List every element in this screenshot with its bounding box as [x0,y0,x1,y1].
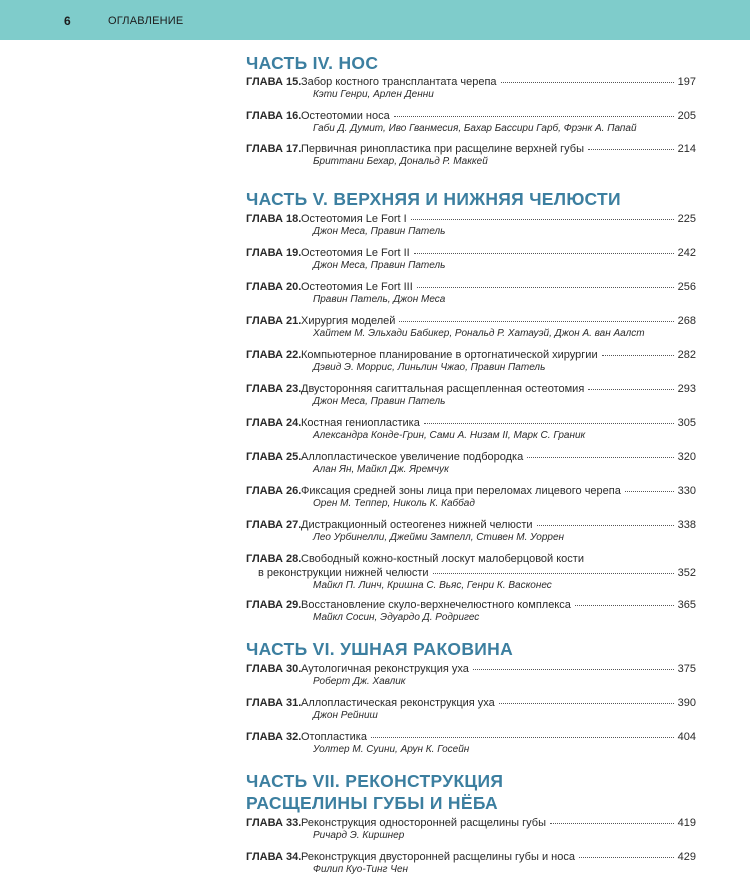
chapter-number: ГЛАВА 28. [246,553,302,565]
chapter-entry[interactable] [246,850,696,876]
chapter-entry[interactable] [246,696,696,722]
page-number[interactable]: 268 [677,315,696,327]
part-title: ЧАСТЬ IV. НОС [246,53,379,73]
chapter-entry[interactable] [246,730,696,756]
page-number[interactable]: 256 [677,281,696,293]
chapter-number: ГЛАВА 30. [246,663,302,675]
chapter-authors: Майкл Сосин, Эдуардо Д. Родригес [313,612,480,623]
chapter-number: ГЛАВА 20. [246,281,302,293]
chapter-entry[interactable] [246,280,696,306]
dot-leader [499,702,674,704]
chapter-number: ГЛАВА 16. [246,110,302,122]
chapter-title [301,850,696,864]
dot-leader [588,148,674,150]
chapter-title-text[interactable]: Остеотомии носа [301,110,390,122]
chapter-title-text[interactable]: Реконструкция двусторонней расщелины губы и носа [301,851,575,863]
chapter-number: ГЛАВА 33. [246,817,302,829]
chapter-number: ГЛАВА 19. [246,247,302,259]
dot-leader [473,668,674,670]
chapter-number: ГЛАВА 17. [246,143,302,155]
chapter-title-text[interactable]: Первичная ринопластика при расщелине верхней губы [301,143,584,155]
chapter-title-text[interactable]: Костная гениопластика [301,417,420,429]
page-number[interactable]: 305 [677,417,696,429]
chapter-authors: Дэвид Э. Моррис, Линьлин Чжао, Правин Патель [313,362,546,373]
chapter-line [246,850,696,864]
chapter-entry[interactable] [246,75,696,101]
dot-leader [527,456,673,458]
part-title-line: РАСЩЕЛИНЫ ГУБЫ И НЁБА [246,793,498,813]
chapter-title-text[interactable]: Фиксация средней зоны лица при переломах лицевого черепа [301,485,621,497]
chapter-title [301,348,696,362]
chapter-title [301,816,696,830]
chapter-title [301,382,696,396]
dot-leader [411,218,674,220]
page-header [0,0,750,40]
chapter-title [301,450,696,464]
chapter-title [301,484,696,498]
chapter-authors: Филип Куо-Тинг Чен [313,864,409,875]
chapter-title [301,730,696,744]
chapter-authors: Орен М. Теппер, Николь К. Каббад [313,498,475,509]
chapter-number: ГЛАВА 15. [246,76,302,88]
chapter-title-text[interactable]: Аллопластическая реконструкция уха [301,697,495,709]
chapter-line [246,484,696,498]
chapter-line [246,730,696,744]
page-number[interactable]: 197 [677,76,696,88]
chapter-title [301,662,696,676]
chapter-authors: Уолтер М. Суини, Арун К. Госейн [313,744,470,755]
header-title: ОГЛАВЛЕНИЕ [108,15,184,27]
chapter-number: ГЛАВА 22. [246,349,302,361]
chapter-line [246,382,696,396]
page-number[interactable]: 225 [677,213,696,225]
chapter-line [246,280,696,294]
chapter-entry[interactable] [246,816,696,842]
chapter-number: ГЛАВА 25. [246,451,302,463]
chapter-title-text[interactable]: Реконструкция односторонней расщелины губы [301,817,546,829]
chapter-entry[interactable] [246,450,696,476]
chapter-authors: Джон Меса, Правин Патель [313,396,446,407]
page-number[interactable]: 214 [677,143,696,155]
dot-leader [399,320,673,322]
dot-leader [433,572,674,574]
chapter-number: ГЛАВА 34. [246,851,302,863]
dot-leader [625,490,674,492]
chapter-title [301,280,696,294]
chapter-line [246,598,696,612]
chapter-title [301,314,696,328]
dot-leader [602,354,674,356]
chapter-number: ГЛАВА 26. [246,485,302,497]
chapter-line [246,552,696,566]
chapter-line [246,518,696,532]
chapter-number: ГЛАВА 31. [246,697,302,709]
chapter-line [246,109,696,123]
chapter-authors: Кэти Генри, Арлен Денни [313,89,434,100]
chapter-title-text[interactable]: Остеотомия Le Fort II [301,247,410,259]
chapter-authors: Майкл П. Линч, Кришна С. Вьяс, Генри К. Васконес [313,580,552,591]
chapter-title [301,75,696,89]
part-title: ЧАСТЬ V. ВЕРХНЯЯ И НИЖНЯЯ ЧЕЛЮСТИ [246,189,621,209]
chapter-authors: Алан Ян, Майкл Дж. Яремчук [313,464,449,475]
chapter-authors: Джон Меса, Правин Патель [313,226,446,237]
chapter-title [301,598,696,612]
chapter-title-text[interactable]: Аллопластическое увеличение подбородка [301,451,524,463]
chapter-number: ГЛАВА 23. [246,383,302,395]
chapter-title [301,246,696,260]
chapter-line [246,246,696,260]
page-number[interactable]: 375 [677,663,696,675]
page-number[interactable]: 365 [677,599,696,611]
chapter-authors: Ричард Э. Киршнер [313,830,405,841]
chapter-authors: Роберт Дж. Хавлик [313,676,406,687]
chapter-title-line1[interactable]: Свободный кожно-костный лоскут малоберцовой кости [301,553,584,565]
chapter-entry[interactable] [246,348,696,374]
chapter-authors: Джон Меса, Правин Патель [313,260,446,271]
chapter-title-text[interactable]: Аутологичная реконструкция уха [301,663,469,675]
chapter-entry[interactable] [246,552,696,592]
chapter-entry[interactable] [246,109,696,135]
chapter-title-text[interactable]: Отопластика [301,731,367,743]
chapter-number: ГЛАВА 32. [246,731,302,743]
chapter-title-text[interactable]: Компьютерное планирование в ортогнатической хирургии [301,349,598,361]
chapter-number: ГЛАВА 29. [246,599,302,611]
chapter-line [246,348,696,362]
chapter-line [246,696,696,710]
chapter-authors: Правин Патель, Джон Меса [313,294,446,305]
chapter-entry[interactable] [246,382,696,408]
chapter-line [246,416,696,430]
chapter-title [301,142,696,156]
page-number[interactable]: 419 [677,817,696,829]
chapter-title-line2[interactable]: в реконструкции нижней челюсти [258,567,429,579]
chapter-line [246,662,696,676]
part-title: ЧАСТЬ VI. УШНАЯ РАКОВИНА [246,639,514,659]
chapter-authors: Хайтем М. Эльхади Бабикер, Рональд Р. Хатауэй, Джон А. ван Аалст [313,328,645,339]
chapter-entry[interactable] [246,246,696,272]
chapter-line [246,450,696,464]
chapter-title [301,416,696,430]
page-number: 6 [64,14,71,28]
page-number[interactable]: 330 [677,485,696,497]
page-number[interactable]: 293 [677,383,696,395]
chapter-title-line2-row [246,566,696,580]
page-number[interactable]: 320 [677,451,696,463]
chapter-line [246,142,696,156]
chapter-title-text[interactable]: Двусторонняя сагиттальная расщепленная остеотомия [301,383,585,395]
chapter-title-text[interactable]: Восстановление скуло-верхнечелюстного комплекса [301,599,571,611]
page-number[interactable]: 404 [677,731,696,743]
chapter-line [246,212,696,226]
chapter-title [301,518,696,532]
chapter-number: ГЛАВА 21. [246,315,302,327]
chapter-entry[interactable] [246,598,696,624]
dot-leader [579,856,674,858]
chapter-entry[interactable] [246,212,696,238]
chapter-title [301,109,696,123]
chapter-entry[interactable] [246,518,696,544]
dot-leader [424,422,674,424]
chapter-title-text[interactable]: Хирургия моделей [301,315,396,327]
chapter-title-text[interactable]: Остеотомия Le Fort I [301,213,407,225]
part-title-line: ЧАСТЬ VII. РЕКОНСТРУКЦИЯ [246,771,504,791]
page-number[interactable]: 282 [677,349,696,361]
page-number[interactable]: 205 [677,110,696,122]
chapter-title [301,696,696,710]
chapter-title [301,212,696,226]
chapter-line [246,75,696,89]
chapter-entry[interactable] [246,314,696,340]
chapter-number: ГЛАВА 24. [246,417,302,429]
chapter-number: ГЛАВА 27. [246,519,302,531]
dot-leader [537,524,674,526]
chapter-authors: Габи Д. Думит, Иво Гванмесия, Бахар Бассири Гарб, Фрэнк А. Папай [313,123,637,134]
dot-leader [575,604,674,606]
chapter-line [246,314,696,328]
page-number[interactable]: 390 [677,697,696,709]
chapter-title-text[interactable]: Остеотомия Le Fort III [301,281,413,293]
chapter-authors: Лео Урбинелли, Джейми Зампелл, Стивен М. Уоррен [313,532,565,543]
chapter-entry[interactable] [246,142,696,168]
chapter-title [301,552,696,566]
chapter-line [246,816,696,830]
page-number[interactable]: 338 [677,519,696,531]
chapter-authors: Бриттани Бехар, Дональд Р. Маккей [313,156,488,167]
chapter-number: ГЛАВА 18. [246,213,302,225]
dot-leader [394,115,674,117]
chapter-title-text[interactable]: Забор костного трансплантата черепа [301,76,497,88]
chapter-authors: Александра Конде-Грин, Сами А. Низам II, Марк С. Граник [313,430,586,441]
chapter-entry[interactable] [246,662,696,688]
dot-leader [550,822,674,824]
chapter-entry[interactable] [246,484,696,510]
dot-leader [371,736,674,738]
chapter-authors: Джон Рейниш [313,710,378,721]
chapter-entry[interactable] [246,416,696,442]
part-title [246,770,503,814]
page-number[interactable]: 352 [677,567,696,579]
dot-leader [588,388,673,390]
page-number[interactable]: 242 [677,247,696,259]
page-number[interactable]: 429 [677,851,696,863]
dot-leader [417,286,674,288]
dot-leader [501,81,674,83]
chapter-title-text[interactable]: Дистракционный остеогенез нижней челюсти [301,519,533,531]
dot-leader [414,252,674,254]
